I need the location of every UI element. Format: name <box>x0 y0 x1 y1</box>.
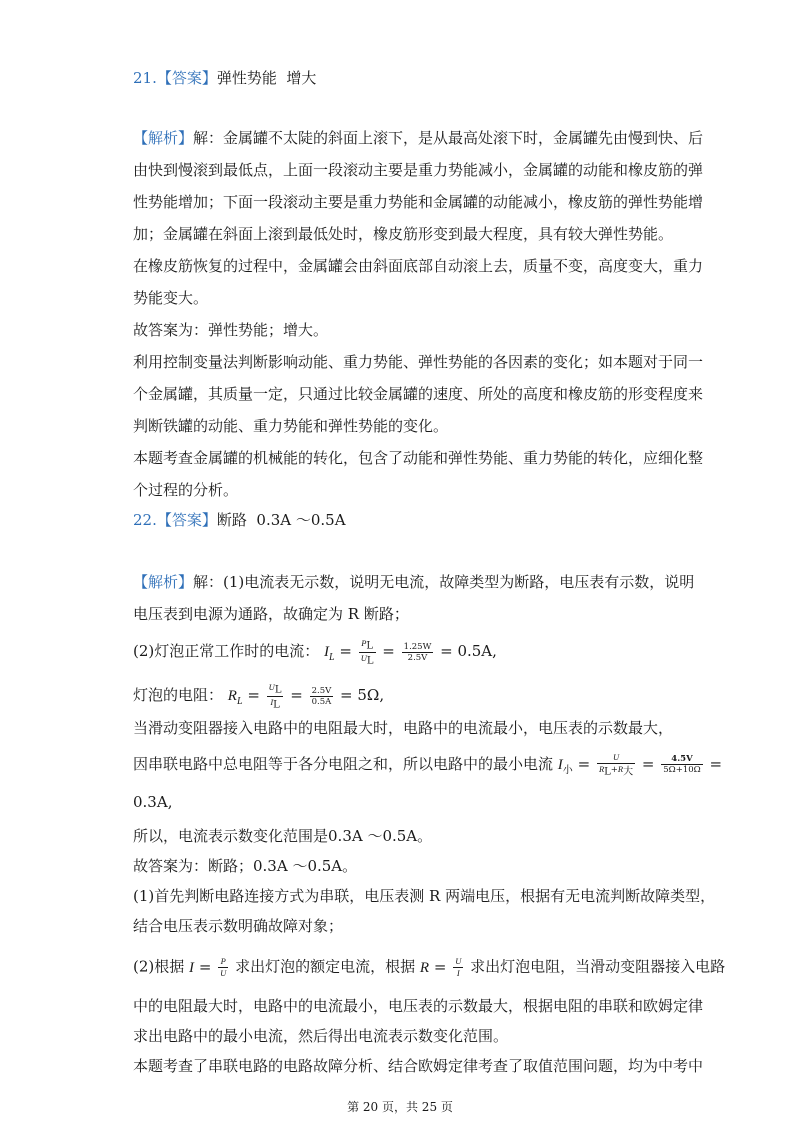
q22-analysis-line-14: 求出电路中的最小电流，然后得出电流表示数变化范围。 <box>133 1027 509 1045</box>
voltage-over-current-fraction: $\frac{U_L}{I_L}$ <box>268 682 282 711</box>
q22-analysis-line-3 <box>133 638 497 668</box>
q21-analysis-line-11: 本题考查金属罐的机械能的转化，包含了动能和弹性势能、重力势能的转化，应细化整 <box>133 449 704 467</box>
q22-analysis-tag: 【解析】 <box>133 573 194 591</box>
q22-analysis-line-6 <box>133 752 722 781</box>
q22-analysis-line-10: (1)首先判断电路连接方式为串联，电压表测 R 两端电压，根据有无电流判断故障类型， <box>133 887 716 905</box>
lamp-resistance-label: 灯泡的电阻： <box>133 686 224 705</box>
q22-analysis-line-8: 所以，电流表示数变化范围是0.3A ～0.5A。 <box>133 827 433 845</box>
q21-analysis-line-4: 加；金属罐在斜面上滚到最低处时，橡皮筋形变到最大程度，具有较大弹性势能。 <box>133 225 674 243</box>
q22-analysis-line-11: 结合电压表示数明确故障对象； <box>133 917 344 935</box>
q22-analysis-line-1 <box>133 572 694 592</box>
min-current-label: 因串联电路中总电阻等于各分电阻之和，所以电路中的最小电流 <box>133 754 554 773</box>
q21-analysis-text: 解：金属罐不太陡的斜面上滚下，是从最高处滚下时，金属罐先由慢到快、后 <box>193 129 704 147</box>
q22-analysis-line-4 <box>133 682 384 712</box>
power-over-voltage-fraction: $\frac{P_L}{U_L}$ <box>360 638 374 667</box>
q22-analysis-line-7: 0.3A, <box>133 793 173 811</box>
q22-answer-line <box>133 510 346 530</box>
q21-analysis-line-3: 性势能增加；下面一段滚动主要是重力势能和金属罐的动能减小，橡皮筋的弹性势能增 <box>133 193 704 211</box>
q21-analysis-line-12: 个过程的分析。 <box>133 481 239 499</box>
value-fraction: $\frac{1.25W}{2.5V}$ <box>403 641 432 663</box>
page-footer: 第 20 页，共 25 页 <box>347 1100 453 1114</box>
q22-analysis-line-15: 本题考查了串联电路的电路故障分析、结合欧姆定律考查了取值范围问题，均为中考中 <box>133 1057 704 1075</box>
q22-analysis-text: 解：(1)电流表无示数，说明无电流，故障类型为断路，电压表有示数，说明 <box>193 573 695 591</box>
q22-answer: 断路 0.3A ～0.5A <box>216 511 346 529</box>
q21-answer-tag: 【答案】 <box>156 69 217 87</box>
q22-number: 22. <box>133 511 157 529</box>
q21-answer-line <box>133 68 316 88</box>
lamp-resistance-formula: $R_L$ = $\frac{U_L}{I_L}$ = $\frac{2.5V}{0.5A}$ = 5Ω, <box>227 682 385 711</box>
lamp-current-label: (2)灯泡正常工作时的电流： <box>133 642 320 661</box>
q21-analysis-line-2: 由快到慢滚到最低点，上面一段滚动主要是重力势能减小，金属罐的动能和橡皮筋的弹 <box>133 161 704 179</box>
lamp-current-formula: $I_L$ = $\frac{P_L}{U_L}$ = $\frac{1.25W}{2.5V}$ = 0.5A, <box>324 638 497 667</box>
current-formula: I = $\frac{P}{U}$ <box>189 956 227 978</box>
q22-analysis-line-12: (2)根据 I = $\frac{P}{U}$ 求出灯泡的额定电流，根据 R = $\frac{U}{I}$ 求出灯泡电阻，当滑动变阻器接入电路 <box>133 956 726 978</box>
q21-analysis-line-6: 势能变大。 <box>133 289 209 307</box>
q22-analysis-line-5: 当滑动变阻器接入电路中的电阻最大时，电路中的电流最小，电压表的示数最大， <box>133 719 674 737</box>
value-fraction: $\frac{2.5V}{0.5A}$ <box>311 685 332 707</box>
q21-analysis-line-1 <box>133 128 703 148</box>
q22-analysis-line-2: 电压表到电源为通路，故确定为 R 断路； <box>133 605 409 623</box>
q21-analysis-line-10: 判断铁罐的动能、重力势能和弹性势能的变化。 <box>133 417 449 435</box>
min-current-formula: $I_小$ = $\frac{U}{R_L+R_大}$ = $\frac{4.5V}{5\Omega+10\Omega}$ = <box>557 752 723 778</box>
value-fraction: $\frac{4.5V}{5\Omega+10\Omega}$ <box>663 754 701 776</box>
q22-analysis-line-13: 中的电阻最大时，电路中的电流最小，电压表的示数最大，根据电阻的串联和欧姆定律 <box>133 997 704 1015</box>
u-over-i-fraction: $\frac{U}{I}$ <box>455 956 462 978</box>
q21-analysis-line-9: 个金属罐，其质量一定，只通过比较金属罐的速度、所处的高度和橡皮筋的形变程度来 <box>133 385 704 403</box>
p-over-u-fraction: $\frac{P}{U}$ <box>220 956 227 978</box>
q21-analysis-tag: 【解析】 <box>133 129 194 147</box>
q21-analysis-line-5: 在橡皮筋恢复的过程中，金属罐会由斜面底部自动滚上去，质量不变，高度变大，重力 <box>133 257 704 275</box>
q22-answer-tag: 【答案】 <box>156 511 217 529</box>
resistance-formula: R = $\frac{U}{I}$ <box>419 956 462 978</box>
q21-number: 21. <box>133 69 157 87</box>
q21-analysis-line-7: 故答案为：弹性势能；增大。 <box>133 321 329 339</box>
q22-analysis-line-9: 故答案为：断路；0.3A ～0.5A。 <box>133 857 358 875</box>
q21-analysis-line-8: 利用控制变量法判断影响动能、重力势能、弹性势能的各因素的变化；如本题对于同一 <box>133 353 704 371</box>
q21-answer: 弹性势能 增大 <box>216 69 317 87</box>
u-over-r-sum-fraction: $\frac{U}{R_L+R_大}$ <box>598 752 634 778</box>
